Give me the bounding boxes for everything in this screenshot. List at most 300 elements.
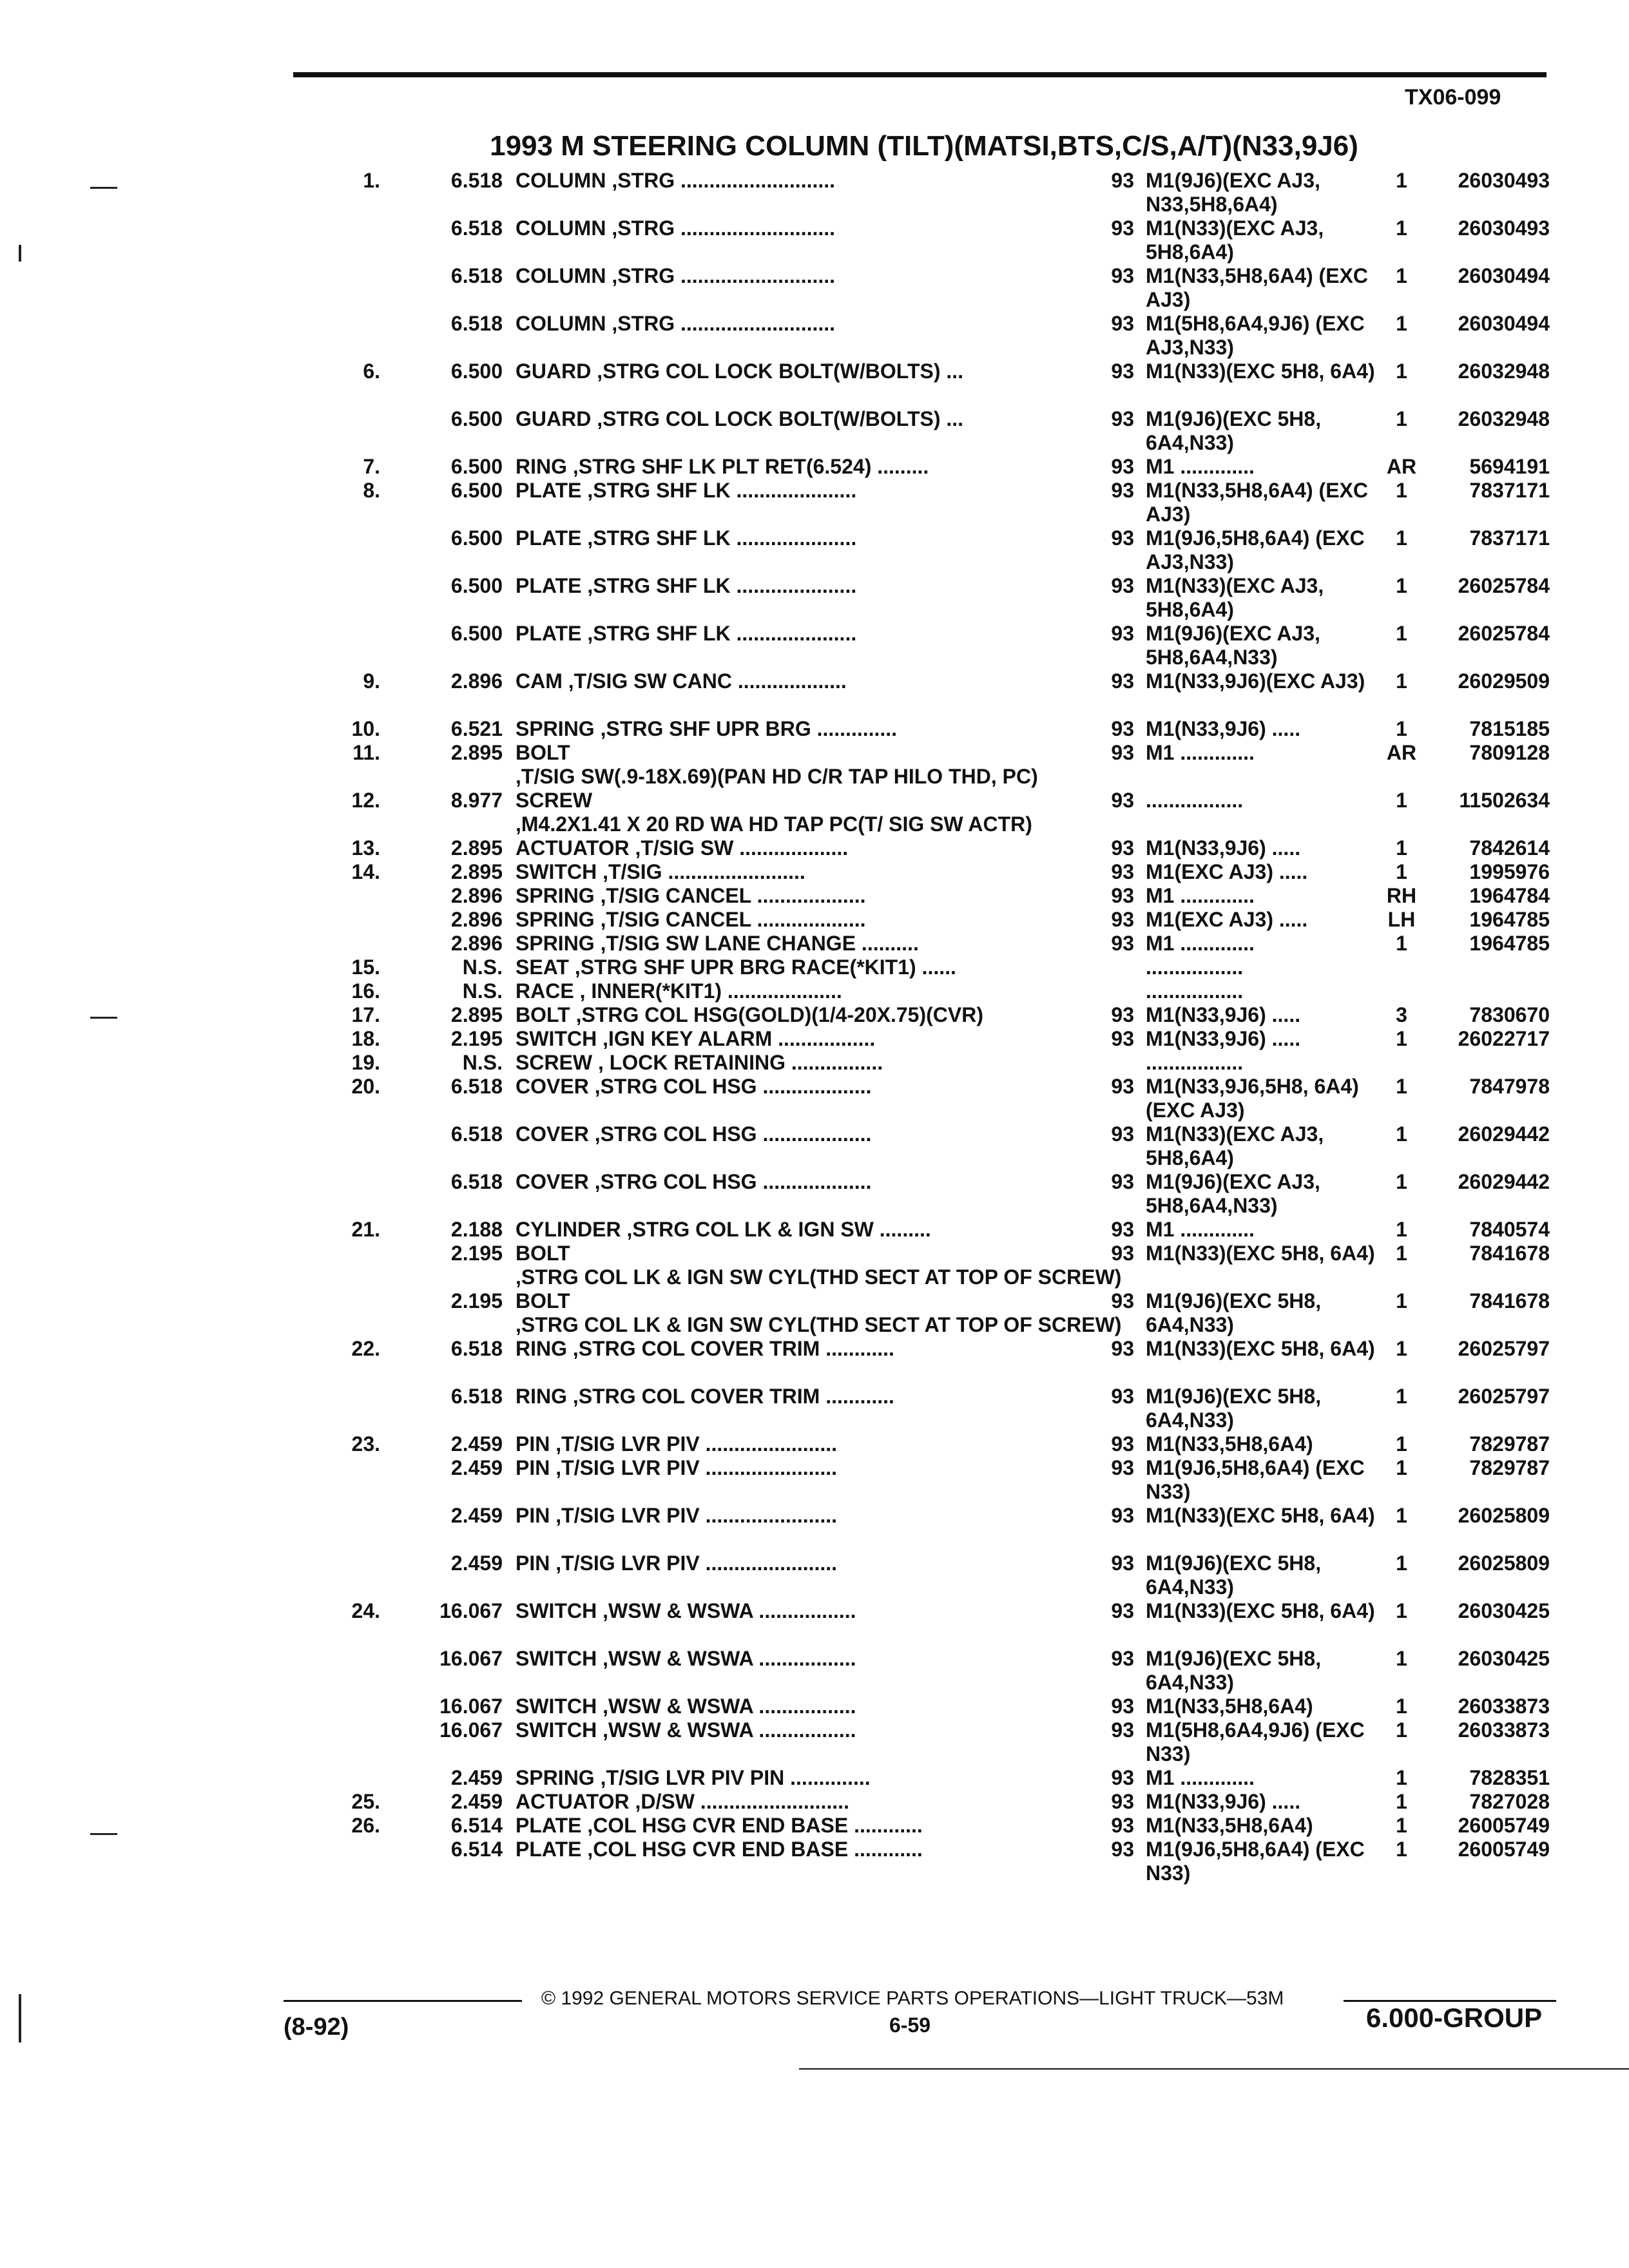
group-number: 2.459 [450, 1552, 503, 1575]
table-row [0, 1647, 1629, 1695]
table-row [0, 741, 1629, 789]
model-year: 93 [1111, 717, 1134, 740]
ref-number: 12. [351, 789, 380, 812]
ref-number: 8. [363, 479, 380, 502]
model-usage: M1(N33,9J6) ..... [1146, 717, 1301, 740]
table-row [0, 1504, 1629, 1552]
part-name: PIN [516, 1456, 550, 1479]
group-number: 2.895 [450, 836, 503, 860]
model-usage: M1(9J6,5H8,6A4) (EXC AJ3,N33) [1146, 526, 1365, 573]
quantity: 1 [1396, 1289, 1407, 1312]
model-usage: M1(9J6)(EXC 5H8, 6A4,N33) [1146, 1647, 1322, 1694]
part-name: RING [516, 1385, 567, 1408]
part-number: 11502634 [1459, 789, 1550, 812]
model-usage: M1 ............. [1146, 455, 1255, 478]
table-row [0, 1385, 1629, 1432]
model-year: 93 [1111, 1695, 1134, 1718]
quantity: 1 [1396, 1838, 1407, 1861]
part-description [516, 1003, 1070, 1027]
part-number: 26032948 [1458, 360, 1550, 383]
group-number: 6.518 [450, 216, 503, 240]
margin-mark [19, 245, 21, 262]
part-description [516, 1075, 1070, 1099]
model-usage: M1(N33)(EXC AJ3, 5H8,6A4) [1146, 216, 1324, 264]
part-number: 1964785 [1469, 932, 1550, 955]
model-year: 93 [1111, 884, 1134, 907]
part-description-text: ,STRG SHF LK ..................... [581, 622, 857, 645]
part-name: CAM [516, 669, 563, 693]
table-row [0, 216, 1629, 264]
group-number: 2.896 [450, 669, 503, 693]
quantity: 1 [1396, 1456, 1407, 1479]
part-description [516, 264, 1070, 288]
table-row [0, 836, 1629, 860]
part-name: COVER [516, 1170, 589, 1193]
group-number: 2.895 [450, 741, 503, 764]
model-year: 93 [1111, 860, 1134, 883]
parts-list [0, 169, 1629, 1885]
part-description-text: ,STRG COL LK & IGN SW CYL(THD SECT AT TOP OF SCREW) [516, 1265, 1122, 1289]
model-year: 93 [1111, 1718, 1134, 1742]
part-description-text: ,STRG COL LK & IGN SW CYL(THD SECT AT TOP OF SCREW) [516, 1313, 1122, 1336]
quantity: AR [1386, 741, 1417, 764]
bottom-rule [799, 2068, 1629, 2070]
model-year: 93 [1111, 1027, 1134, 1050]
model-year: 93 [1111, 908, 1134, 931]
part-description-text: ,STRG COL COVER TRIM ............ [567, 1385, 894, 1408]
part-description [516, 741, 1070, 789]
part-number: 26005749 [1458, 1814, 1550, 1837]
part-number: 26025809 [1458, 1552, 1550, 1575]
table-row [0, 1170, 1629, 1218]
quantity: 1 [1396, 1599, 1407, 1622]
part-name: SEAT [516, 956, 569, 979]
quantity: 1 [1396, 1432, 1407, 1456]
part-name: BOLT [516, 1289, 570, 1312]
part-description [516, 1814, 1070, 1838]
part-number: 26025784 [1458, 574, 1550, 597]
table-row [0, 717, 1629, 741]
part-number: 26029442 [1458, 1170, 1550, 1193]
part-description [516, 1242, 1122, 1289]
part-name: BOLT [516, 1242, 570, 1265]
group-number: N.S. [462, 956, 503, 979]
model-year: 93 [1111, 1432, 1134, 1456]
part-description-text: ,STRG SHF LK PLT RET(6.524) ......... [567, 455, 929, 478]
table-row [0, 622, 1629, 669]
part-name: CYLINDER [516, 1218, 621, 1241]
model-year: 93 [1111, 1552, 1134, 1575]
group-number: 16.067 [439, 1599, 503, 1622]
group-number: 2.895 [450, 860, 503, 883]
model-year: 93 [1111, 1504, 1134, 1527]
part-description-text: ,STRG ........................... [606, 312, 836, 335]
group-number: 6.514 [450, 1814, 503, 1837]
model-usage: ................. [1146, 1051, 1244, 1074]
model-usage: M1(N33)(EXC 5H8, 6A4) [1146, 1504, 1375, 1527]
model-year: 93 [1111, 1289, 1134, 1312]
part-description [516, 1718, 1070, 1742]
group-number: N.S. [462, 1051, 503, 1074]
part-name: PIN [516, 1432, 550, 1456]
ref-number: 16. [351, 979, 380, 1003]
part-description-text: ,STRG COL HSG ................... [588, 1075, 872, 1098]
part-description [516, 717, 1070, 741]
part-number: 26029509 [1458, 669, 1550, 693]
model-usage: M1(N33,5H8,6A4) [1146, 1814, 1313, 1837]
group-number: 6.518 [450, 1337, 503, 1360]
footer-rule-right [1344, 2000, 1556, 2002]
model-usage: M1(N33)(EXC 5H8, 6A4) [1146, 1242, 1375, 1265]
model-usage: M1(N33,5H8,6A4) (EXC AJ3) [1146, 264, 1368, 311]
part-name: SWITCH [516, 1718, 597, 1742]
group-number: 6.521 [450, 717, 503, 740]
model-year: 93 [1111, 1242, 1134, 1265]
part-number: 7842614 [1469, 836, 1550, 860]
ref-number: 14. [351, 860, 380, 883]
model-usage: ................. [1146, 956, 1244, 979]
model-usage: M1(EXC AJ3) ..... [1146, 908, 1308, 931]
model-usage: M1(9J6)(EXC AJ3, N33,5H8,6A4) [1146, 169, 1320, 216]
part-description [516, 574, 1070, 598]
model-usage: M1(N33,9J6) ..... [1146, 836, 1301, 860]
group-number: 6.500 [450, 455, 503, 478]
ref-number: 13. [351, 836, 380, 860]
model-year: 93 [1111, 169, 1134, 192]
model-year: 93 [1111, 1075, 1134, 1098]
group-number: 16.067 [439, 1695, 503, 1718]
part-description-text: , INNER(*KIT1) .................... [574, 979, 842, 1003]
part-name: ACTUATOR [516, 1790, 630, 1813]
quantity: AR [1386, 455, 1417, 478]
model-year: 93 [1111, 312, 1134, 335]
table-row [0, 1790, 1629, 1814]
part-description-text: , LOCK RETAINING ................ [592, 1051, 883, 1074]
part-description-text: ,T/SIG SW CANC ................... [562, 669, 847, 693]
part-description [516, 1695, 1070, 1718]
part-description [516, 860, 1070, 884]
table-row [0, 1456, 1629, 1504]
model-year: 93 [1111, 1337, 1134, 1360]
group-number: 6.518 [450, 1075, 503, 1098]
part-number: 26030493 [1458, 216, 1550, 240]
part-number: 7837171 [1469, 526, 1550, 550]
ref-number: 19. [351, 1051, 380, 1074]
part-name: SCREW [516, 789, 593, 812]
table-row [0, 1122, 1629, 1170]
model-year: 93 [1111, 1122, 1134, 1146]
part-description [516, 836, 1070, 860]
part-description-text: ,T/SIG SW LANE CHANGE .......... [594, 932, 919, 955]
model-year: 93 [1111, 1218, 1134, 1241]
ref-number: 6. [363, 360, 380, 383]
margin-mark [90, 187, 117, 189]
table-row [0, 1075, 1629, 1122]
part-description [516, 1051, 1070, 1075]
part-description-text: ,STRG COL HSG ................... [588, 1122, 872, 1146]
part-number: 26025784 [1458, 622, 1550, 645]
model-usage: ................. [1146, 789, 1244, 812]
quantity: 1 [1396, 622, 1407, 645]
part-description [516, 1122, 1070, 1146]
part-description-text: ,T/SIG LVR PIV PIN .............. [594, 1766, 871, 1789]
part-name: PLATE [516, 574, 582, 597]
part-number: 26030493 [1458, 169, 1550, 192]
part-description-text: ,T/SIG LVR PIV ....................... [550, 1504, 838, 1527]
part-description [516, 1289, 1122, 1337]
quantity: 1 [1396, 1718, 1407, 1742]
part-name: SPRING [516, 1766, 595, 1789]
part-description [516, 884, 1070, 908]
table-row [0, 1838, 1629, 1885]
ref-number: 21. [351, 1218, 380, 1241]
quantity: 1 [1396, 1027, 1407, 1050]
part-number: 7829787 [1469, 1432, 1550, 1456]
group-number: 6.500 [450, 407, 503, 430]
quantity: 1 [1396, 1075, 1407, 1098]
group-number: 2.195 [450, 1027, 503, 1050]
part-description [516, 1599, 1070, 1623]
part-description [516, 956, 1070, 979]
table-row [0, 1814, 1629, 1838]
footer-group: 6.000-GROUP [1366, 2003, 1543, 2033]
model-usage: M1(9J6)(EXC 5H8, 6A4,N33) [1146, 407, 1322, 454]
part-number: 7815185 [1469, 717, 1550, 740]
part-number: 26025797 [1458, 1385, 1550, 1408]
part-description [516, 979, 1070, 1003]
part-number: 26030425 [1458, 1599, 1550, 1622]
part-description-text: ,STRG COL LK & IGN SW ......... [621, 1218, 931, 1241]
part-number: 7847978 [1469, 1075, 1550, 1098]
part-name: SPRING [516, 717, 595, 740]
table-row [0, 526, 1629, 574]
part-number: 1964784 [1469, 884, 1550, 907]
model-usage: M1(9J6)(EXC 5H8, 6A4,N33) [1146, 1552, 1322, 1599]
quantity: 1 [1396, 1504, 1407, 1527]
group-number: 6.518 [450, 169, 503, 192]
part-description-text: ,STRG COL LOCK BOLT(W/BOLTS) ... [591, 407, 964, 430]
group-number: 16.067 [439, 1647, 503, 1670]
part-description [516, 1337, 1070, 1361]
table-row [0, 1599, 1629, 1647]
part-name: SWITCH [516, 1599, 597, 1622]
part-description-text: ,T/SIG LVR PIV ....................... [550, 1456, 838, 1479]
model-usage: M1(9J6,5H8,6A4) (EXC N33) [1146, 1838, 1365, 1885]
ref-number: 22. [351, 1337, 380, 1360]
part-description-text: ,WSW & WSWA ................. [597, 1647, 856, 1670]
part-description [516, 1027, 1070, 1051]
part-name: BOLT [516, 741, 570, 764]
quantity: 1 [1396, 216, 1407, 240]
part-description [516, 407, 1070, 431]
group-number: 2.896 [450, 932, 503, 955]
quantity: 3 [1396, 1003, 1407, 1026]
part-name: COVER [516, 1075, 589, 1098]
part-description [516, 1790, 1070, 1814]
part-number: 7828351 [1469, 1766, 1550, 1789]
ref-number: 17. [351, 1003, 380, 1026]
part-description [516, 1218, 1070, 1242]
model-usage: M1(9J6)(EXC 5H8, 6A4,N33) [1146, 1385, 1322, 1432]
ref-number: 10. [351, 717, 380, 740]
part-description [516, 479, 1070, 503]
model-year: 93 [1111, 932, 1134, 955]
table-row [0, 908, 1629, 932]
group-number: 8.977 [450, 789, 503, 812]
quantity: 1 [1396, 789, 1407, 812]
model-year: 93 [1111, 1599, 1134, 1622]
table-row [0, 1003, 1629, 1027]
part-name: COLUMN [516, 169, 606, 192]
part-description-text: ,WSW & WSWA ................. [597, 1718, 856, 1742]
model-year: 93 [1111, 836, 1134, 860]
quantity: 1 [1396, 1218, 1407, 1241]
table-row [0, 1051, 1629, 1075]
part-description [516, 1766, 1070, 1790]
part-number: 26030425 [1458, 1647, 1550, 1670]
ref-number: 23. [351, 1432, 380, 1456]
group-number: 2.195 [450, 1242, 503, 1265]
part-name: RING [516, 1337, 567, 1360]
model-usage: M1 ............. [1146, 1766, 1255, 1789]
group-number: 2.896 [450, 908, 503, 931]
part-name: SWITCH [516, 1647, 597, 1670]
part-description [516, 1385, 1070, 1408]
quantity: 1 [1396, 1385, 1407, 1408]
table-row [0, 1552, 1629, 1599]
part-description-text: ,STRG COL HSG ................... [588, 1170, 872, 1193]
model-usage: M1(9J6)(EXC 5H8, 6A4,N33) [1146, 1289, 1322, 1336]
group-number: 2.188 [450, 1218, 503, 1241]
part-description [516, 1504, 1070, 1528]
part-description [516, 526, 1070, 550]
table-row [0, 1766, 1629, 1790]
group-number: 6.500 [450, 526, 503, 550]
part-number: 26032948 [1458, 407, 1550, 430]
part-name: PLATE [516, 526, 582, 550]
quantity: LH [1387, 908, 1416, 931]
model-year: 93 [1111, 479, 1134, 502]
footer-copyright: © 1992 GENERAL MOTORS SERVICE PARTS OPERATIONS—LIGHT TRUCK—53M [541, 1988, 1284, 2009]
part-number: 7830670 [1469, 1003, 1550, 1026]
group-number: 6.500 [450, 479, 503, 502]
group-number: 6.518 [450, 264, 503, 287]
quantity: 1 [1396, 312, 1407, 335]
part-name: SWITCH [516, 1695, 597, 1718]
model-usage: M1(N33)(EXC 5H8, 6A4) [1146, 1599, 1375, 1622]
part-name: SPRING [516, 932, 595, 955]
table-row [0, 1027, 1629, 1051]
model-year: 93 [1111, 1790, 1134, 1813]
quantity: 1 [1396, 264, 1407, 287]
table-row [0, 1218, 1629, 1242]
part-description-text: ,T/SIG LVR PIV ....................... [550, 1432, 838, 1456]
group-number: 6.500 [450, 574, 503, 597]
table-row [0, 956, 1629, 979]
model-year: 93 [1111, 1838, 1134, 1861]
ref-number: 20. [351, 1075, 380, 1098]
group-number: 6.500 [450, 622, 503, 645]
model-usage: M1(N33,9J6)(EXC AJ3) [1146, 669, 1365, 693]
ref-number: 18. [351, 1027, 380, 1050]
model-usage: M1(9J6,5H8,6A4) (EXC N33) [1146, 1456, 1365, 1503]
part-description-text: ,STRG COL COVER TRIM ............ [567, 1337, 894, 1360]
model-usage: M1(N33)(EXC 5H8, 6A4) [1146, 360, 1375, 383]
part-description [516, 1456, 1070, 1480]
model-usage: M1(N33,9J6,5H8, 6A4)(EXC AJ3) [1146, 1075, 1359, 1122]
part-number: 26022717 [1458, 1027, 1550, 1050]
model-usage: M1(N33)(EXC AJ3, 5H8,6A4) [1146, 574, 1324, 621]
quantity: 1 [1396, 1695, 1407, 1718]
part-description-text: ,D/SW .......................... [629, 1790, 849, 1813]
part-description [516, 932, 1070, 956]
model-year: 93 [1111, 264, 1134, 287]
model-year: 93 [1111, 407, 1134, 430]
part-description [516, 1170, 1070, 1194]
part-name: SPRING [516, 884, 595, 907]
table-row [0, 860, 1629, 884]
ref-number: 7. [363, 455, 380, 478]
model-usage: M1(9J6)(EXC AJ3, 5H8,6A4,N33) [1146, 622, 1320, 669]
table-row [0, 312, 1629, 360]
ref-number: 24. [351, 1599, 380, 1622]
part-name: PLATE [516, 1838, 582, 1861]
part-name: SCREW [516, 1051, 593, 1074]
part-number: 26025797 [1458, 1337, 1550, 1360]
ref-number: 15. [351, 956, 380, 979]
model-year: 93 [1111, 622, 1134, 645]
part-description-text: ,WSW & WSWA ................. [597, 1599, 856, 1622]
part-number: 26029442 [1458, 1122, 1550, 1146]
margin-mark [19, 1994, 21, 2042]
table-row [0, 1289, 1629, 1337]
table-row [0, 1432, 1629, 1456]
model-usage: M1(N33,5H8,6A4) [1146, 1695, 1313, 1718]
model-year: 93 [1111, 360, 1134, 383]
group-number: 2.459 [450, 1790, 503, 1813]
part-number: 7837171 [1469, 479, 1550, 502]
table-row [0, 574, 1629, 622]
part-name: GUARD [516, 360, 592, 383]
part-name: COLUMN [516, 264, 606, 287]
part-description [516, 1838, 1070, 1861]
part-name: RACE [516, 979, 574, 1003]
model-usage: M1(5H8,6A4,9J6) (EXC AJ3,N33) [1146, 312, 1365, 359]
part-description-text: ,IGN KEY ALARM ................. [597, 1027, 876, 1050]
part-name: COLUMN [516, 312, 606, 335]
table-row [0, 1695, 1629, 1718]
table-row [0, 264, 1629, 312]
model-year: 93 [1111, 526, 1134, 550]
part-name: ACTUATOR [516, 836, 630, 860]
footer-date: (8-92) [284, 2013, 349, 2041]
part-number: 26033873 [1458, 1718, 1550, 1742]
part-name: PIN [516, 1504, 550, 1527]
quantity: 1 [1396, 1766, 1407, 1789]
part-description [516, 622, 1070, 646]
group-number: 6.518 [450, 1170, 503, 1193]
part-name: PLATE [516, 479, 582, 502]
quantity: 1 [1396, 1552, 1407, 1575]
quantity: 1 [1396, 1337, 1407, 1360]
group-number: 2.459 [450, 1432, 503, 1456]
quantity: 1 [1396, 1790, 1407, 1813]
group-number: 2.896 [450, 884, 503, 907]
model-year: 93 [1111, 1170, 1134, 1193]
part-description-text: ,STRG SHF LK ..................... [581, 479, 857, 502]
model-year: 93 [1111, 1814, 1134, 1837]
part-description [516, 908, 1070, 932]
